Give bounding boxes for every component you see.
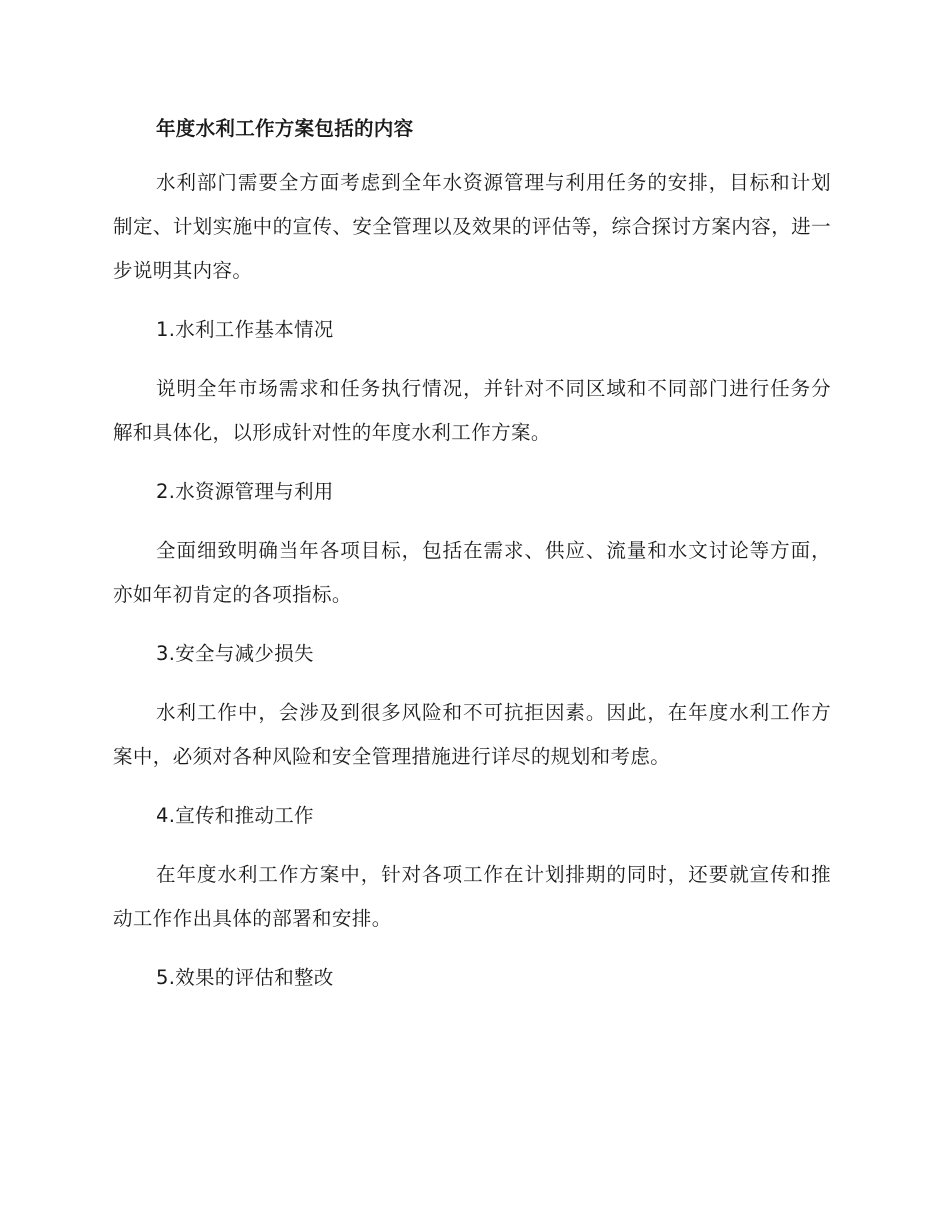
section-body-4: 在年度水利工作方案中，针对各项工作在计划排期的同时，还要就宣传和推动工作作出具体的部署和安排。	[113, 863, 831, 930]
section-heading-1: 1.水利工作基本情况	[156, 318, 334, 341]
section-heading-4: 4.宣传和推动工作	[156, 804, 314, 827]
section-body-2: 全面细致明确当年各项目标，包括在需求、供应、流量和水文讨论等方面，亦如年初肯定的各项指标。	[113, 539, 831, 606]
section-body-3: 水利工作中，会涉及到很多风险和不可抗拒因素。因此，在年度水利工作方案中，必须对各种风险和安全管理措施进行详尽的规划和考虑。	[113, 701, 831, 768]
section-heading-3: 3.安全与减少损失	[156, 642, 314, 665]
section-body-1: 说明全年市场需求和任务执行情况，并针对不同区域和不同部门进行任务分解和具体化，以形成针对性的年度水利工作方案。	[113, 377, 831, 444]
document-body	[113, 112, 831, 1015]
document-title: 年度水利工作方案包括的内容	[156, 117, 414, 140]
intro-paragraph: 水利部门需要全方面考虑到全年水资源管理与利用任务的安排，目标和计划制定、计划实施中的宣传、安全管理以及效果的评估等，综合探讨方案内容，进一步说明其内容。	[113, 171, 831, 282]
section-heading-5: 5.效果的评估和整改	[156, 966, 334, 989]
section-heading-2: 2.水资源管理与利用	[156, 480, 334, 503]
